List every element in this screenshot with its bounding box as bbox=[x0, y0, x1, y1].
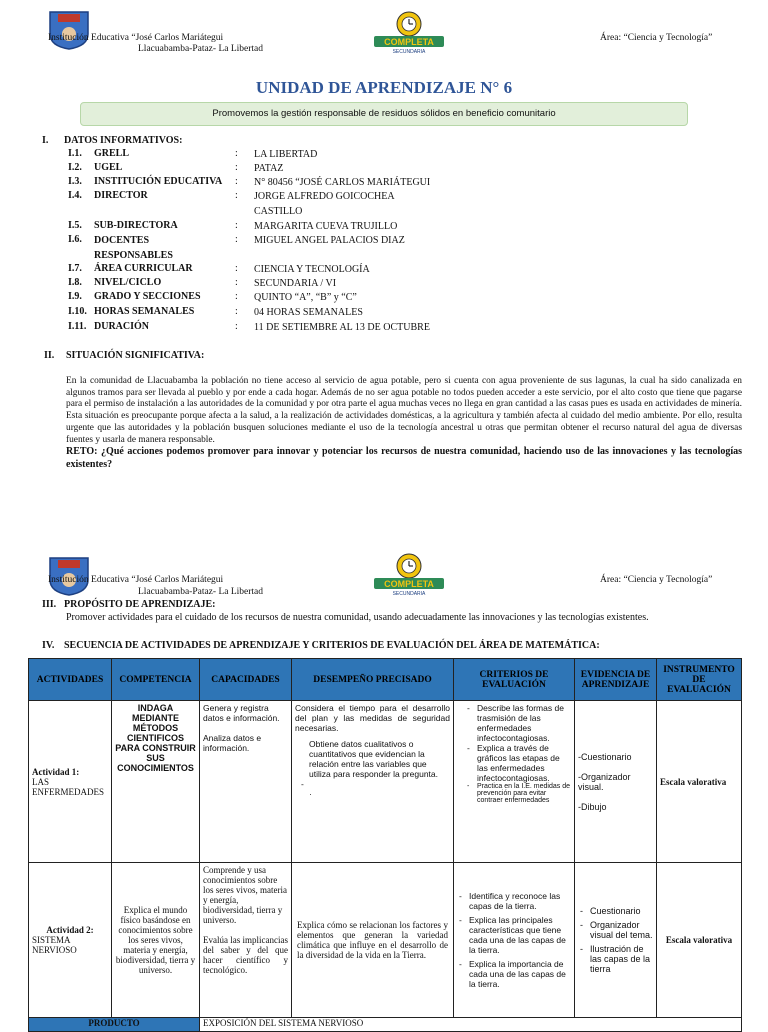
unit-banner: Promovemos la gestión responsable de residuos sólidos en beneficio comunitario bbox=[80, 102, 688, 126]
capacidades-cell: Comprende y usa conocimientos sobre los seres vivos, materia y energía, biodiversidad, tierra y universo. Evalúa las implicancias del saber y del que hacer científico y tecnológico. bbox=[200, 863, 292, 1018]
school-name: Institución Educativa “José Carlos Mariátegui bbox=[48, 575, 224, 585]
area-label: Área: “Ciencia y Tecnología” bbox=[600, 33, 713, 43]
jornada-completa-logo bbox=[372, 552, 446, 596]
section-secuencia bbox=[42, 640, 600, 651]
activities-table bbox=[28, 658, 742, 1032]
producto-value: EXPOSICIÓN DEL SISTEMA NERVIOSO bbox=[200, 1018, 742, 1032]
activity-cell: Actividad 2: SISTEMA NERVIOSO bbox=[29, 863, 112, 1018]
header-criterios: CRITERIOS DE EVALUACIÓN bbox=[454, 659, 575, 701]
evidencia-cell: -Cuestionario -Organizador visual. -Dibujo bbox=[575, 701, 657, 863]
table-header-row bbox=[29, 659, 742, 701]
logo-sub: SECUNDARIA bbox=[392, 49, 426, 54]
section-datos bbox=[42, 135, 182, 146]
section-proposito bbox=[42, 599, 216, 610]
table-row bbox=[29, 701, 742, 863]
school-location: Llacuabamba-Pataz- La Libertad bbox=[138, 44, 264, 54]
datos-row: I.1. GRELL : LA LIBERTAD bbox=[68, 148, 318, 160]
page-title: UNIDAD DE APRENDIZAJE N° 6 bbox=[255, 78, 513, 97]
activity-cell: Actividad 1: LAS ENFERMEDADES bbox=[29, 701, 112, 863]
logo-sub: SECUNDARIA bbox=[392, 591, 426, 596]
school-location: Llacuabamba-Pataz- La Libertad bbox=[138, 587, 264, 597]
header-competencia: COMPETENCIA bbox=[112, 659, 200, 701]
header-evidencia: EVIDENCIA DE APRENDIZAJE bbox=[575, 659, 657, 701]
crest-text bbox=[10, 6, 12, 7]
table-row bbox=[29, 863, 742, 1018]
section-number: I. bbox=[42, 135, 49, 146]
datos-row: I.11. DURACIÓN : 11 DE SETIEMBRE AL 13 DE OCTUBRE bbox=[68, 321, 430, 333]
section-number: II. bbox=[44, 350, 55, 361]
criterios-cell: - Describe las formas de trasmisión de las enfermedades infectocontagiosas. - Explica a través de gráficos las etapas de las enfermedades infectocontagiosas. - Practica en la I.E. medidas de prevención para evitar contraer enfermedades bbox=[454, 701, 575, 863]
situacion-paragraph: En la comunidad de Llacuabamba la población no tiene acceso al servicio de agua potable, pero si cuenta con agua proveniente de sus lagunas, la cual ha sido canalizada en algunos tramos para ser llevada al pueblo y por ende a cada hogar. Además de no ser agua potable no todos pueden acceder a este servicio, por el alto costo que tiene que pagarse para el permiso de instalación a las autoridades de la comunidad y por otra parte el agua muchas veces no llega en gran cantidad a las casas pues es usada en actividades de minería. Esta situación es preocupante porque afecta a la salud, a la realización de actividades domésticas, a la agricultura y también afecta al cuidado del medio ambiente. Por ello, resulta urgente que las autoridades y la población busquen soluciones mediante el uso de la tecnología ancestral u otras que permitan obtener el recurso natural del agua de diversas fuentes y usarla de manera responsable. bbox=[66, 376, 742, 445]
instrumento-cell: Escala valorativa bbox=[657, 863, 742, 1018]
section-number: III. bbox=[42, 599, 57, 610]
section-title: SITUACIÓN SIGNIFICATIVA: bbox=[66, 350, 205, 361]
section-number: IV. bbox=[42, 640, 55, 651]
competencia-cell: INDAGA MEDIANTE MÉTODOS CIENTIFICOS PARA CONSTRUIR SUS CONOCIMIENTOS bbox=[112, 701, 200, 863]
datos-row: I.5. SUB-DIRECTORA : MARGARITA CUEVA TRUJILLO bbox=[68, 220, 398, 232]
logo-text: COMPLETA bbox=[384, 579, 434, 589]
producto-label: PRODUCTO bbox=[29, 1018, 200, 1032]
desempeno-cell: Considera el tiempo para el desarrollo del plan y las medidas de seguridad necesarias. Obtiene datos cualitativos o cuantitativos que evidencian la relación entre las variables que utiliza para responder la pregunta. - · bbox=[292, 701, 454, 863]
section-title: SECUENCIA DE ACTIVIDADES DE APRENDIZAJE Y CRITERIOS DE EVALUACIÓN DEL ÁREA DE MATEMÁTICA: bbox=[64, 640, 600, 651]
datos-row: I.8. NIVEL/CICLO : SECUNDARIA / VI bbox=[68, 277, 337, 289]
datos-row: I.9. GRADO Y SECCIONES : QUINTO “A”, “B” y “C” bbox=[68, 291, 357, 303]
datos-row: I.7. ÁREA CURRICULAR : CIENCIA Y TECNOLOGÍA bbox=[68, 263, 370, 275]
criterios-cell: - Identifica y reconoce las capas de la tierra. - Explica las principales características que tiene cada una de las capas de la tierra. - Explica la importancia de cada una de las capas de la tierra. bbox=[454, 863, 575, 1018]
datos-row: I.2. UGEL : PATAZ bbox=[68, 162, 284, 174]
reto-text: RETO: ¿Qué acciones podemos promover para innovar y potenciar los recursos de nuestra comunidad, haciendo uso de las innovaciones y las tecnologías existentes? bbox=[66, 446, 742, 470]
jornada-completa-logo bbox=[372, 10, 446, 54]
datos-row: I.3. INSTITUCIÓN EDUCATIVA : N° 80456 “JOSÉ CARLOS MARIÁTEGUI bbox=[68, 176, 431, 188]
proposito-text: Promover actividades para el cuidado de los recursos de nuestra comunidad, usando adecuadamente las innovaciones y las tecnologías existentes. bbox=[66, 612, 649, 623]
header-capacidades: CAPACIDADES bbox=[200, 659, 292, 701]
school-crest-logo bbox=[48, 10, 90, 50]
area-label: Área: “Ciencia y Tecnología” bbox=[600, 575, 713, 585]
evidencia-cell: - Cuestionario - Organizador visual del tema. - Ilustración de las capas de la tierra bbox=[575, 863, 657, 1018]
competencia-cell: Explica el mundo físico basándose en conocimientos sobre los seres vivos, materia y energía, biodiversidad, tierra y universo. bbox=[112, 863, 200, 1018]
logo-text: COMPLETA bbox=[384, 37, 434, 47]
school-name: Institución Educativa “José Carlos Mariátegui bbox=[48, 33, 224, 43]
desempeno-cell: Explica cómo se relacionan los factores y elementos que generan la variedad climática que influye en el desarrollo de la diversidad de la vida en la Tierra. bbox=[292, 863, 454, 1018]
section-situacion bbox=[44, 350, 204, 361]
header-actividades: ACTIVIDADES bbox=[29, 659, 112, 701]
header-instrumento: INSTRUMENTO DE EVALUACIÓN bbox=[657, 659, 742, 701]
header-desempeno: DESEMPEÑO PRECISADO bbox=[292, 659, 454, 701]
situacion-text bbox=[66, 376, 742, 472]
table-row bbox=[29, 1018, 742, 1032]
datos-row: I.4. DIRECTOR : JORGE ALFREDO GOICOCHEA CASTILLO bbox=[68, 190, 395, 217]
instrumento-cell: Escala valorativa bbox=[657, 701, 742, 863]
capacidades-cell: Genera y registra datos e información. Analiza datos e información. bbox=[200, 701, 292, 863]
section-title: PROPÓSITO DE APRENDIZAJE: bbox=[64, 599, 216, 610]
datos-row: I.10. HORAS SEMANALES : 04 HORAS SEMANALES bbox=[68, 306, 363, 318]
datos-row: I.6. DOCENTES RESPONSABLES : MIGUEL ANGEL PALACIOS DIAZ bbox=[68, 234, 405, 261]
section-title: DATOS INFORMATIVOS: bbox=[64, 135, 183, 146]
